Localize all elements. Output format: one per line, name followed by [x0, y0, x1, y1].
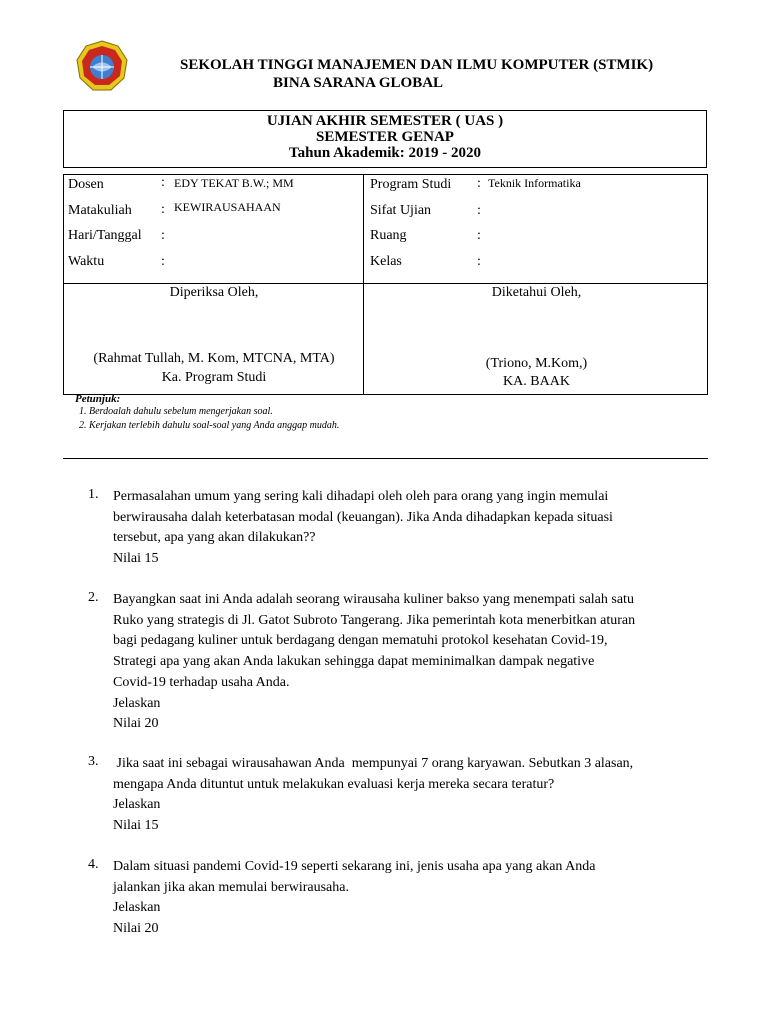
question-score: Nilai 15 [113, 551, 159, 567]
question-score: Nilai 20 [113, 921, 159, 937]
instruction-item: 2. Kerjakan terlebih dahulu soal-soal yang Anda anggap mudah. [79, 420, 340, 431]
info-label-matakuliah: Matakuliah [68, 203, 132, 218]
info-colon: : [477, 228, 481, 243]
info-colon: : [477, 254, 481, 269]
question-instruction: Jelaskan [113, 695, 161, 711]
separator-line [63, 458, 708, 459]
info-colon: : [161, 254, 165, 269]
exam-academic-year: Tahun Akademik: 2019 - 2020 [289, 145, 481, 161]
info-colon: : [161, 175, 165, 190]
exam-info-table [63, 174, 708, 284]
instructions-title: Petunjuk: [75, 393, 121, 405]
signature-right-role: KA. BAAK [503, 374, 570, 389]
info-label-waktu: Waktu [68, 254, 105, 269]
signature-left-heading: Diperiksa Oleh, [169, 285, 259, 300]
institution-logo [76, 40, 128, 92]
question-line: Ruko yang strategis di Jl. Gatot Subroto Tangerang. Jika pemerintah kota menerbitkan aturan [113, 612, 636, 628]
question-1 [113, 487, 613, 570]
question-line: bagi pedagang kuliner untuk berdagang dengan mematuhi protokol kesehatan Covid-19, [113, 633, 608, 649]
question-line: Covid-19 terhadap usaha Anda. [113, 674, 290, 690]
question-line: tersebut, apa yang akan dilakukan?? [113, 530, 316, 546]
question-line: mengapa Anda dituntut untuk melakukan evaluasi kerja mereka secara teratur? [113, 776, 555, 792]
institution-subname: BINA SARANA GLOBAL [273, 75, 444, 91]
question-line: Dalam situasi pandemi Covid-19 seperti sekarang ini, jenis usaha apa yang akan Anda [113, 859, 596, 874]
signature-left-name: (Rahmat Tullah, M. Kom, MTCNA, MTA) [93, 351, 335, 366]
question-line: berwirausaha dalah keterbatasan modal (keuangan). Jika Anda dihadapkan kepada situasi [113, 509, 613, 525]
question-instruction: Jelaskan [113, 797, 161, 813]
question-line: Permasalahan umum yang sering kali dihadapi oleh oleh para orang yang ingin memulai [113, 489, 609, 504]
question-4 [113, 857, 595, 940]
question-line: Strategi apa yang akan Anda lakukan sehingga dapat meminimalkan dampak negative [113, 654, 595, 670]
instructions [75, 393, 339, 433]
exam-title-box [63, 110, 707, 168]
exam-semester: SEMESTER GENAP [316, 129, 454, 145]
signature-right-heading: Diketahui Oleh, [491, 285, 582, 300]
info-colon: : [477, 176, 481, 191]
info-label-dosen: Dosen [68, 177, 104, 192]
info-value-program-studi: Teknik Informatika [488, 176, 581, 190]
exam-title: UJIAN AKHIR SEMESTER ( UAS ) [266, 113, 504, 129]
question-line: Bayangkan saat ini Anda adalah seorang wirausaha kuliner bakso yang menempati salah satu [113, 592, 634, 607]
signature-left-role: Ka. Program Studi [161, 370, 267, 385]
question-number: 1. [88, 487, 99, 502]
signature-right-name: (Triono, M.Kom,) [485, 356, 588, 371]
question-number: 4. [88, 857, 99, 872]
info-label-program-studi: Program Studi [370, 177, 452, 192]
question-number: 2. [88, 590, 99, 605]
question-score: Nilai 15 [113, 818, 159, 834]
info-label-ruang: Ruang [370, 228, 407, 243]
question-3 [113, 754, 633, 837]
info-label-hari-tanggal: Hari/Tanggal [68, 228, 142, 243]
info-colon: : [161, 202, 165, 217]
institution-name: SEKOLAH TINGGI MANAJEMEN DAN ILMU KOMPUTER (STMIK) [180, 57, 654, 73]
info-colon: : [161, 228, 165, 243]
question-2 [113, 590, 635, 735]
info-label-kelas: Kelas [370, 254, 402, 269]
info-divider [363, 175, 364, 283]
info-value-dosen: EDY TEKAT B.W.; MM [174, 176, 294, 190]
question-line: Jika saat ini sebagai wirausahawan Anda mempunyai 7 orang karyawan. Sebutkan 3 alasan, [113, 756, 634, 771]
question-instruction: Jelaskan [113, 900, 161, 916]
info-colon: : [477, 203, 481, 218]
question-line: jalankan jika akan memulai berwirausaha. [113, 879, 349, 895]
signature-table [63, 284, 708, 395]
info-label-sifat-ujian: Sifat Ujian [370, 203, 432, 218]
question-score: Nilai 20 [113, 716, 159, 732]
question-number: 3. [88, 754, 99, 769]
instruction-item: 1. Berdoalah dahulu sebelum mengerjakan soal. [79, 406, 273, 417]
info-value-matakuliah: KEWIRAUSAHAAN [174, 200, 281, 214]
